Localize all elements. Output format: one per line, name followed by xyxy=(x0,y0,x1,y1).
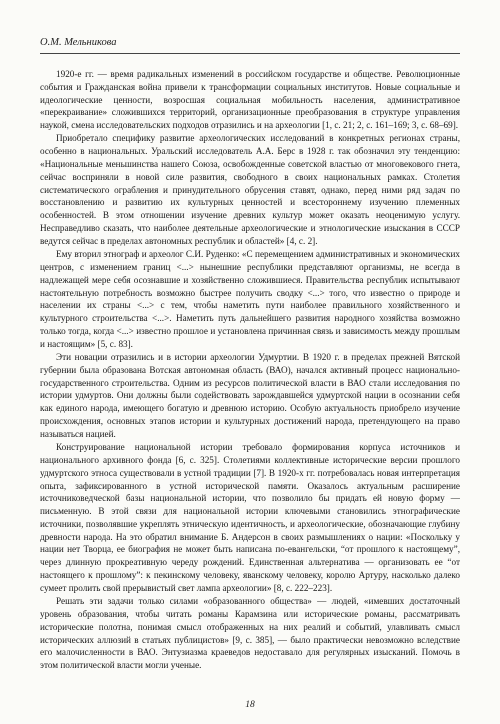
paragraph: 1920-е гг. — время радикальных изменений в российском государстве и обществе. Революционные события и Гражданская война привели к трансформации социальных институтов. Новые социальные и идеологические ценности, возросшая социальная мобильность населения, административное «перекраивание» сложившихся территорий, организационные преобразования в структуре управления наукой, смена исследовательских подходов отразились и на археологии [1, с. 21; 2, с. 161–169; 3, с. 68–69]. xyxy=(40,69,460,131)
header-rule xyxy=(40,53,460,54)
paragraph: Конструирование национальной истории требовало формирования корпуса источников и национального архивного фонда [6, с. 325]. Столетиями коллективные исторические версии прошлого удмуртского этноса существовали в устной традиции [7]. В 1920-х гг. потребовалась новая интерпретация опыта, зафиксированного в устной исторической памяти. Оказалось актуальным расширение источниковедческой базы национальной истории, что позволило бы придать ей новую форму — письменную. В этой связи для национальной истории ключевыми становились этнографические источники, позволявшие укреплять этническую идентичность, и археологические, обозначающие глубину древности народа. На это обратил внимание Б. Андерсон в своих размышлениях о нации: «Поскольку у нации нет Творца, ее биография не может быть написана по-евангельски, “от прошлого к настоящему”, через длинную прокреативную череду рождений. Единственная альтернатива — организовать ее “от настоящего к прошлому”: к пекинскому человеку, яванскому человеку, королю Артуру, насколько далеко сумеет пролить свой прерывистый свет лампа археологии» [8, с. 222–223]. xyxy=(40,442,460,593)
page-number: 18 xyxy=(245,700,255,710)
body-text xyxy=(40,68,460,672)
paragraph: Эти новации отразились и в истории археологии Удмуртии. В 1920 г. в пределах прежней Вятской губернии была образована Вотская автономная область (ВАО), начался активный процесс национально-государственного строительства. Одним из ресурсов политической власти в ВАО стали исследования по истории удмуртов. Они должны были содействовать зарождавшейся удмуртской нации в осознании себя как единого народа, имеющего богатую и древнюю историю. Особую актуальность приобрело изучение происхождения, основных этапов истории и культурных достижений народа, претендующего на право называться нацией. xyxy=(40,352,460,439)
paragraph: Решать эти задачи только силами «образованного общества» — людей, «имевших достаточный уровень образования, чтобы читать романы Карамзина или исторические романы, рассматривать исторические полотна, понимая смысл отображенных на них реалий и событий, улавливать смысл исторических аллюзий в статьях публицистов» [9, с. 385], — было практически невозможно вследствие его малочисленности в ВАО. Энтузиазма краеведов недоставало для регулярных изысканий. Помочь в этом политической власти могли ученые. xyxy=(40,596,460,671)
paragraph: Ему вторил этнограф и археолог С.И. Руденко: «С перемещением административных и экономических центров, с изменением границ <...> нынешние республики представляют организмы, не всегда в надлежащей мере себя осознавшие и хозяйственно сложившиеся. Правительства республик испытывают настоятельную потребность возможно быстрее получить сводку <...> того, что известно о природе и населении их страны <...> с тем, чтобы наметить пути наиболее правильного хозяйственного и культурного строительства <...>. Наметить путь дальнейшего развития народного хозяйства возможно только тогда, когда <...> известно прошлое и установлена причинная связь и зависимость между прошлым и настоящим» [5, с. 83]. xyxy=(40,249,460,349)
running-header-author: О.М. Мельникова xyxy=(40,37,117,48)
paragraph: Приобретало специфику развитие археологических исследований в конкретных регионах страны, особенно в национальных. Уральский исследователь А.А. Берс в 1928 г. так обозначил эту тенденцию: «Национальные меньшинства нашего Союза, освобожденные советской властью от многовекового гнета, сейчас восприняли в новой силе развития, свободного в своих национальных рамках. Столетия систематического ограбления и принудительного обрусения ставят, однако, перед ними ряд задач по восстановлению и развитию их культурных ценностей и всестороннему изучению племенных особенностей. В этом отношении изучение древних культур может оказать неоценимую услугу. Несправедливо сказать, что наиболее деятельные археологические и этнологические изыскания в СССР ведутся сейчас в пределах автономных республик и областей» [4, с. 2]. xyxy=(40,133,460,246)
